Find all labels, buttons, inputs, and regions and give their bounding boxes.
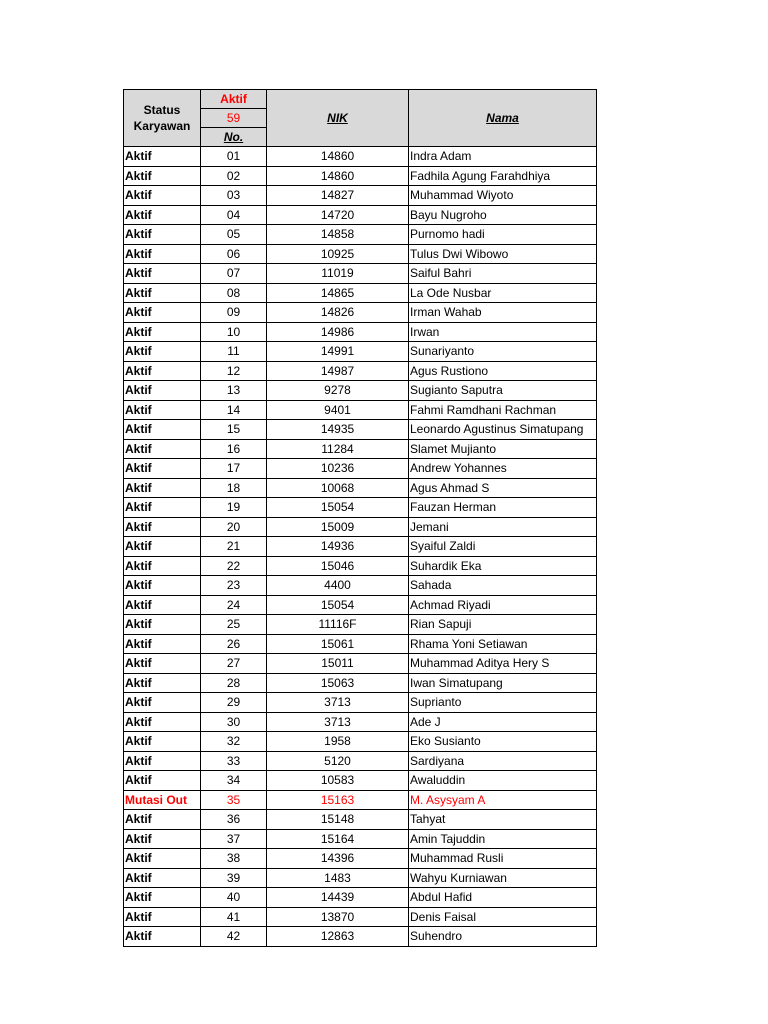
status-cell[interactable]: Aktif bbox=[124, 634, 201, 654]
table-row[interactable] bbox=[124, 381, 597, 401]
status-cell[interactable]: Aktif bbox=[124, 225, 201, 245]
table-row[interactable] bbox=[124, 829, 597, 849]
nama-cell[interactable]: Fadhila Agung Farahdhiya bbox=[409, 166, 597, 186]
nik-cell[interactable]: 1958 bbox=[267, 732, 409, 752]
no-cell[interactable]: 14 bbox=[201, 400, 267, 420]
nama-cell[interactable]: Iwan Simatupang bbox=[409, 673, 597, 693]
status-cell[interactable]: Aktif bbox=[124, 303, 201, 323]
no-cell[interactable]: 04 bbox=[201, 205, 267, 225]
nik-cell[interactable]: 13870 bbox=[267, 907, 409, 927]
nama-cell[interactable]: Muhammad Aditya Hery S bbox=[409, 654, 597, 674]
nik-header-label: NIK bbox=[327, 111, 348, 125]
status-cell[interactable]: Aktif bbox=[124, 556, 201, 576]
employee-table bbox=[123, 89, 597, 947]
no-cell[interactable]: 15 bbox=[201, 420, 267, 440]
status-cell[interactable]: Aktif bbox=[124, 498, 201, 518]
nik-cell[interactable]: 14720 bbox=[267, 205, 409, 225]
table-row[interactable] bbox=[124, 517, 597, 537]
nik-cell[interactable]: 10236 bbox=[267, 459, 409, 479]
no-cell[interactable]: 02 bbox=[201, 166, 267, 186]
nik-cell[interactable]: 14865 bbox=[267, 283, 409, 303]
table-row[interactable] bbox=[124, 634, 597, 654]
nik-cell[interactable]: 11116F bbox=[267, 615, 409, 635]
nik-cell[interactable]: 15163 bbox=[267, 790, 409, 810]
nik-cell[interactable]: 14986 bbox=[267, 322, 409, 342]
no-cell[interactable]: 01 bbox=[201, 147, 267, 167]
status-cell[interactable]: Aktif bbox=[124, 615, 201, 635]
nik-cell[interactable]: 15054 bbox=[267, 595, 409, 615]
status-cell[interactable]: Aktif bbox=[124, 381, 201, 401]
nama-cell[interactable]: Rian Sapuji bbox=[409, 615, 597, 635]
aktif-count-cell bbox=[201, 109, 267, 128]
nama-cell[interactable]: Fahmi Ramdhani Rachman bbox=[409, 400, 597, 420]
status-cell[interactable]: Aktif bbox=[124, 244, 201, 264]
nama-cell[interactable]: La Ode Nusbar bbox=[409, 283, 597, 303]
nama-cell[interactable]: Leonardo Agustinus Simatupang bbox=[409, 420, 597, 440]
table-row[interactable] bbox=[124, 322, 597, 342]
nik-cell[interactable]: 10583 bbox=[267, 771, 409, 791]
no-cell[interactable]: 33 bbox=[201, 751, 267, 771]
no-cell[interactable]: 42 bbox=[201, 927, 267, 947]
table-row[interactable] bbox=[124, 712, 597, 732]
status-cell[interactable]: Aktif bbox=[124, 147, 201, 167]
table-row[interactable] bbox=[124, 888, 597, 908]
nik-cell[interactable]: 15061 bbox=[267, 634, 409, 654]
no-cell[interactable]: 20 bbox=[201, 517, 267, 537]
nama-cell[interactable]: Ade J bbox=[409, 712, 597, 732]
nama-cell[interactable]: Suhardik Eka bbox=[409, 556, 597, 576]
nik-cell[interactable]: 14860 bbox=[267, 166, 409, 186]
nik-cell[interactable]: 3713 bbox=[267, 693, 409, 713]
status-cell[interactable]: Aktif bbox=[124, 849, 201, 869]
nama-cell[interactable]: Amin Tajuddin bbox=[409, 829, 597, 849]
nik-cell[interactable]: 14858 bbox=[267, 225, 409, 245]
status-cell[interactable]: Aktif bbox=[124, 907, 201, 927]
status-cell[interactable]: Aktif bbox=[124, 400, 201, 420]
nik-cell[interactable]: 10068 bbox=[267, 478, 409, 498]
no-cell[interactable]: 37 bbox=[201, 829, 267, 849]
nama-cell[interactable]: Muhammad Wiyoto bbox=[409, 186, 597, 206]
no-cell[interactable]: 30 bbox=[201, 712, 267, 732]
nik-cell[interactable]: 11284 bbox=[267, 439, 409, 459]
nik-cell[interactable]: 9401 bbox=[267, 400, 409, 420]
no-cell[interactable]: 06 bbox=[201, 244, 267, 264]
nama-cell[interactable]: Wahyu Kurniawan bbox=[409, 868, 597, 888]
nama-cell[interactable]: Slamet Mujianto bbox=[409, 439, 597, 459]
nik-cell[interactable]: 15063 bbox=[267, 673, 409, 693]
no-header-label: No. bbox=[223, 130, 244, 144]
table-row[interactable] bbox=[124, 439, 597, 459]
nama-header-label: Nama bbox=[486, 111, 519, 125]
table-row[interactable] bbox=[124, 264, 597, 284]
status-cell[interactable]: Aktif bbox=[124, 205, 201, 225]
table-row[interactable] bbox=[124, 595, 597, 615]
no-cell[interactable]: 39 bbox=[201, 868, 267, 888]
status-cell[interactable]: Aktif bbox=[124, 342, 201, 362]
status-cell[interactable]: Aktif bbox=[124, 654, 201, 674]
no-cell[interactable]: 13 bbox=[201, 381, 267, 401]
table-row[interactable] bbox=[124, 478, 597, 498]
no-cell[interactable]: 32 bbox=[201, 732, 267, 752]
nama-cell[interactable]: M. Asysyam A bbox=[409, 790, 597, 810]
status-cell[interactable]: Aktif bbox=[124, 771, 201, 791]
nik-cell[interactable]: 14987 bbox=[267, 361, 409, 381]
no-cell[interactable]: 08 bbox=[201, 283, 267, 303]
table-row[interactable] bbox=[124, 283, 597, 303]
no-cell[interactable]: 38 bbox=[201, 849, 267, 869]
nama-cell[interactable]: Irman Wahab bbox=[409, 303, 597, 323]
nama-cell[interactable]: Tahyat bbox=[409, 810, 597, 830]
status-cell[interactable]: Aktif bbox=[124, 478, 201, 498]
status-cell[interactable]: Aktif bbox=[124, 868, 201, 888]
nik-cell[interactable]: 14936 bbox=[267, 537, 409, 557]
nik-cell[interactable]: 15164 bbox=[267, 829, 409, 849]
table-row[interactable] bbox=[124, 654, 597, 674]
nama-cell[interactable]: Eko Susianto bbox=[409, 732, 597, 752]
nama-cell[interactable]: Rhama Yoni Setiawan bbox=[409, 634, 597, 654]
table-row[interactable] bbox=[124, 907, 597, 927]
table-row[interactable] bbox=[124, 693, 597, 713]
status-cell[interactable]: Mutasi Out bbox=[124, 790, 201, 810]
nik-cell[interactable]: 14860 bbox=[267, 147, 409, 167]
nama-header[interactable] bbox=[409, 90, 597, 147]
nik-cell[interactable]: 15148 bbox=[267, 810, 409, 830]
nama-cell[interactable]: Indra Adam bbox=[409, 147, 597, 167]
table-row[interactable] bbox=[124, 400, 597, 420]
no-cell[interactable]: 27 bbox=[201, 654, 267, 674]
status-cell[interactable]: Aktif bbox=[124, 751, 201, 771]
no-cell[interactable]: 17 bbox=[201, 459, 267, 479]
no-cell[interactable]: 18 bbox=[201, 478, 267, 498]
nik-cell[interactable]: 11019 bbox=[267, 264, 409, 284]
status-cell[interactable]: Aktif bbox=[124, 673, 201, 693]
table-row[interactable] bbox=[124, 244, 597, 264]
nama-cell[interactable]: Agus Ahmad S bbox=[409, 478, 597, 498]
status-cell[interactable]: Aktif bbox=[124, 459, 201, 479]
aktif-filter-header[interactable] bbox=[201, 90, 267, 109]
status-cell[interactable]: Aktif bbox=[124, 283, 201, 303]
table-row[interactable] bbox=[124, 810, 597, 830]
status-cell[interactable]: Aktif bbox=[124, 264, 201, 284]
nama-cell[interactable]: Tulus Dwi Wibowo bbox=[409, 244, 597, 264]
status-cell[interactable]: Aktif bbox=[124, 888, 201, 908]
status-cell[interactable]: Aktif bbox=[124, 322, 201, 342]
table-row[interactable] bbox=[124, 615, 597, 635]
no-cell[interactable]: 11 bbox=[201, 342, 267, 362]
table-row[interactable] bbox=[124, 868, 597, 888]
table-row[interactable] bbox=[124, 576, 597, 596]
nik-header[interactable] bbox=[267, 90, 409, 147]
table-row[interactable] bbox=[124, 732, 597, 752]
table-row[interactable] bbox=[124, 673, 597, 693]
nama-cell[interactable]: Achmad Riyadi bbox=[409, 595, 597, 615]
nama-cell[interactable]: Agus Rustiono bbox=[409, 361, 597, 381]
no-cell[interactable]: 25 bbox=[201, 615, 267, 635]
no-cell[interactable]: 23 bbox=[201, 576, 267, 596]
table-row[interactable] bbox=[124, 927, 597, 947]
table-row[interactable] bbox=[124, 361, 597, 381]
nama-cell[interactable]: Syaiful Zaldi bbox=[409, 537, 597, 557]
status-cell[interactable]: Aktif bbox=[124, 732, 201, 752]
nama-cell[interactable]: Fauzan Herman bbox=[409, 498, 597, 518]
status-header[interactable] bbox=[124, 90, 201, 147]
nik-cell[interactable]: 15054 bbox=[267, 498, 409, 518]
nik-cell[interactable]: 15009 bbox=[267, 517, 409, 537]
table-row[interactable] bbox=[124, 205, 597, 225]
no-cell[interactable]: 05 bbox=[201, 225, 267, 245]
nik-cell[interactable]: 14991 bbox=[267, 342, 409, 362]
table-row[interactable] bbox=[124, 420, 597, 440]
no-cell[interactable]: 22 bbox=[201, 556, 267, 576]
nama-cell[interactable]: Andrew Yohannes bbox=[409, 459, 597, 479]
nik-cell[interactable]: 14439 bbox=[267, 888, 409, 908]
status-cell[interactable]: Aktif bbox=[124, 595, 201, 615]
nik-cell[interactable]: 14826 bbox=[267, 303, 409, 323]
nik-cell[interactable]: 4400 bbox=[267, 576, 409, 596]
table-row[interactable] bbox=[124, 771, 597, 791]
table-row[interactable] bbox=[124, 790, 597, 810]
status-cell[interactable]: Aktif bbox=[124, 927, 201, 947]
status-cell[interactable]: Aktif bbox=[124, 576, 201, 596]
table-row[interactable] bbox=[124, 751, 597, 771]
status-cell[interactable]: Aktif bbox=[124, 810, 201, 830]
nama-cell[interactable]: Jemani bbox=[409, 517, 597, 537]
no-cell[interactable]: 41 bbox=[201, 907, 267, 927]
nama-cell[interactable]: Sahada bbox=[409, 576, 597, 596]
nama-cell[interactable]: Irwan bbox=[409, 322, 597, 342]
nama-cell[interactable]: Sunariyanto bbox=[409, 342, 597, 362]
status-cell[interactable]: Aktif bbox=[124, 517, 201, 537]
nama-cell[interactable]: Suprianto bbox=[409, 693, 597, 713]
no-cell[interactable]: 35 bbox=[201, 790, 267, 810]
nama-cell[interactable]: Sugianto Saputra bbox=[409, 381, 597, 401]
status-cell[interactable]: Aktif bbox=[124, 420, 201, 440]
aktif-count: 59 bbox=[226, 111, 241, 125]
table-row[interactable] bbox=[124, 849, 597, 869]
nik-cell[interactable]: 15011 bbox=[267, 654, 409, 674]
nama-cell[interactable]: Awaluddin bbox=[409, 771, 597, 791]
no-cell[interactable]: 12 bbox=[201, 361, 267, 381]
status-cell[interactable]: Aktif bbox=[124, 712, 201, 732]
nik-cell[interactable]: 12863 bbox=[267, 927, 409, 947]
nama-cell[interactable]: Abdul Hafid bbox=[409, 888, 597, 908]
table-row[interactable] bbox=[124, 166, 597, 186]
nik-cell[interactable]: 14396 bbox=[267, 849, 409, 869]
status-cell[interactable]: Aktif bbox=[124, 186, 201, 206]
no-cell[interactable]: 21 bbox=[201, 537, 267, 557]
nama-cell[interactable]: Denis Faisal bbox=[409, 907, 597, 927]
no-header[interactable] bbox=[201, 128, 267, 147]
table-row[interactable] bbox=[124, 556, 597, 576]
table-row[interactable] bbox=[124, 537, 597, 557]
table-row[interactable] bbox=[124, 342, 597, 362]
table-row[interactable] bbox=[124, 459, 597, 479]
no-cell[interactable]: 29 bbox=[201, 693, 267, 713]
no-cell[interactable]: 36 bbox=[201, 810, 267, 830]
nik-cell[interactable]: 15046 bbox=[267, 556, 409, 576]
table-row[interactable] bbox=[124, 147, 597, 167]
no-cell[interactable]: 40 bbox=[201, 888, 267, 908]
nik-cell[interactable]: 3713 bbox=[267, 712, 409, 732]
no-cell[interactable]: 19 bbox=[201, 498, 267, 518]
nik-cell[interactable]: 9278 bbox=[267, 381, 409, 401]
nama-cell[interactable]: Saiful Bahri bbox=[409, 264, 597, 284]
nama-cell[interactable]: Bayu Nugroho bbox=[409, 205, 597, 225]
no-cell[interactable]: 07 bbox=[201, 264, 267, 284]
table-row[interactable] bbox=[124, 303, 597, 323]
no-cell[interactable]: 34 bbox=[201, 771, 267, 791]
aktif-filter-label: Aktif bbox=[220, 92, 247, 106]
status-cell[interactable]: Aktif bbox=[124, 361, 201, 381]
nik-cell[interactable]: 10925 bbox=[267, 244, 409, 264]
no-cell[interactable]: 16 bbox=[201, 439, 267, 459]
status-cell[interactable]: Aktif bbox=[124, 829, 201, 849]
nik-cell[interactable]: 1483 bbox=[267, 868, 409, 888]
nik-cell[interactable]: 5120 bbox=[267, 751, 409, 771]
no-cell[interactable]: 28 bbox=[201, 673, 267, 693]
nama-cell[interactable]: Suhendro bbox=[409, 927, 597, 947]
table-body bbox=[124, 147, 597, 947]
no-cell[interactable]: 24 bbox=[201, 595, 267, 615]
no-cell[interactable]: 03 bbox=[201, 186, 267, 206]
status-cell[interactable]: Aktif bbox=[124, 439, 201, 459]
no-cell[interactable]: 26 bbox=[201, 634, 267, 654]
table-row[interactable] bbox=[124, 225, 597, 245]
status-header-label: Status Karyawan bbox=[133, 103, 191, 133]
table-row[interactable] bbox=[124, 498, 597, 518]
nama-cell[interactable]: Sardiyana bbox=[409, 751, 597, 771]
status-cell[interactable]: Aktif bbox=[124, 693, 201, 713]
no-cell[interactable]: 09 bbox=[201, 303, 267, 323]
nama-cell[interactable]: Muhammad Rusli bbox=[409, 849, 597, 869]
nik-cell[interactable]: 14827 bbox=[267, 186, 409, 206]
nama-cell[interactable]: Purnomo hadi bbox=[409, 225, 597, 245]
table-row[interactable] bbox=[124, 186, 597, 206]
status-cell[interactable]: Aktif bbox=[124, 166, 201, 186]
no-cell[interactable]: 10 bbox=[201, 322, 267, 342]
status-cell[interactable]: Aktif bbox=[124, 537, 201, 557]
nik-cell[interactable]: 14935 bbox=[267, 420, 409, 440]
